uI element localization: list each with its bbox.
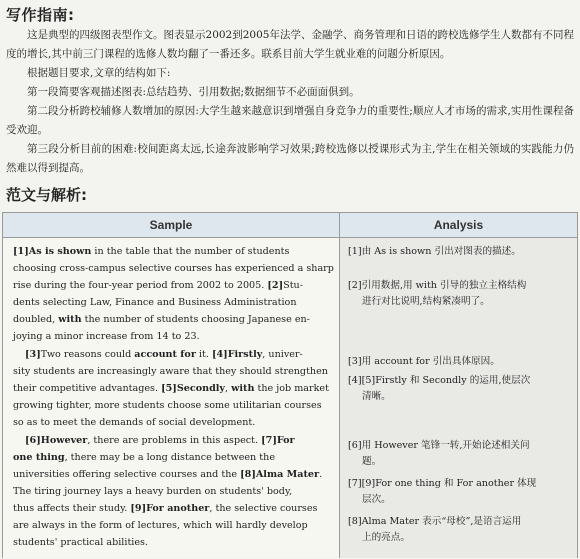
sample-line: students' practical abilities. xyxy=(13,537,149,548)
writing-guide-heading: 写作指南: xyxy=(6,6,75,24)
guide-paragraph-1: 这是典型的四级图表型作文。图表显示2002到2005年法学、金融学、商务管理和日语的跨校选修学生人数都有不同程度的增长,其中前三门课程的选修人数均翻了一番还多。联系目前大学生就业难的问题分析原因。 xyxy=(6,29,574,60)
analysis-item-number: [2] xyxy=(348,280,362,291)
sample-line: their competitive advantages. [5]Secondly, with the job market xyxy=(13,383,329,394)
analysis-item-continuation: 进行对比说明,结构紧凑明了。 xyxy=(362,296,490,307)
sample-column xyxy=(3,238,340,558)
analysis-item-number: [4][5] xyxy=(348,375,376,386)
guide-paragraph-4: 第二段分析跨校辅修人数增加的原因:大学生越来越意识到增强自身竞争力的重要性;顺应人才市场的需求,实用性课程备受欢迎。 xyxy=(6,105,574,136)
analysis-item-text: Firstly 和 Secondly 的运用,使层次 xyxy=(375,375,531,386)
analysis-item xyxy=(348,476,573,508)
analysis-item xyxy=(348,278,573,310)
analysis-item-continuation: 清晰。 xyxy=(362,391,391,402)
analysis-item-text: For one thing 和 For another 体现 xyxy=(375,478,537,489)
sample-line: so as to meet the demands of social development. xyxy=(13,417,256,428)
analysis-item-number: [3] xyxy=(348,356,362,367)
analysis-item-text: Alma Mater 表示“母校”,是语言运用 xyxy=(361,516,522,527)
analysis-item xyxy=(348,373,573,405)
sample-line: joying a minor increase from 14 to 23. xyxy=(13,331,200,342)
sample-analysis-table xyxy=(2,212,578,558)
sample-line: sity students are increasingly aware that they should strengthen xyxy=(13,366,328,377)
analysis-item-number: [8] xyxy=(348,516,362,527)
sample-line: universities offering selective courses and the [8]Alma Mater. xyxy=(13,469,323,480)
sample-line: [3]Two reasons could account for it. [4]Firstly, univer- xyxy=(25,349,303,360)
analysis-item-continuation: 上的亮点。 xyxy=(362,532,410,543)
analysis-item-text: 由 As is shown 引出对图表的描述。 xyxy=(361,246,521,257)
analysis-item xyxy=(348,514,573,546)
sample-line: choosing cross-campus selective courses has experienced a sharp xyxy=(13,263,334,274)
analysis-column xyxy=(340,238,577,558)
analysis-item-number: [1] xyxy=(348,246,362,257)
sample-analysis-heading: 范文与解析: xyxy=(6,186,87,204)
sample-line: [6]However, there are problems in this aspect. [7]For xyxy=(25,435,295,446)
analysis-item-text: 用 However 笔锋一转,开始论述相关问 xyxy=(361,440,530,451)
analysis-item-number: [7][9] xyxy=(348,478,376,489)
analysis-item-text: 引用数据,用 with 引导的独立主格结构 xyxy=(361,280,527,291)
guide-paragraph-5: 第三段分析目前的困难:校间距离太远,长途奔波影响学习效果;跨校选修以授课形式为主,学生在相关领域的实践能力仍然难以得到提高。 xyxy=(6,143,574,174)
analysis-item-continuation: 层次。 xyxy=(362,494,391,505)
sample-line: one thing, there may be a long distance between the xyxy=(13,452,275,463)
analysis-item xyxy=(348,354,573,370)
sample-line: rise during the four-year period from 2002 to 2005. [2]Stu- xyxy=(13,280,303,291)
analysis-item xyxy=(348,244,573,260)
analysis-item-continuation: 题。 xyxy=(362,456,382,467)
analysis-item-text: 用 account for 引出具体原因。 xyxy=(361,356,500,367)
sample-line: growing tighter, more students choose some utilitarian courses xyxy=(13,400,322,411)
sample-line: thus affects their study. [9]For another, the selective courses xyxy=(13,503,318,514)
sample-column-header: Sample xyxy=(3,213,340,237)
guide-paragraph-2: 根据题目要求,文章的结构如下: xyxy=(27,67,171,79)
analysis-item-number: [6] xyxy=(348,440,362,451)
guide-paragraph-3: 第一段简要客观描述图表:总结趋势、引用数据;数据细节不必面面俱到。 xyxy=(27,86,360,98)
sample-line: dents selecting Law, Finance and Business Administration xyxy=(13,297,297,308)
sample-line: are always in the form of lectures, which will hardly develop xyxy=(13,520,308,531)
sample-line: [1]As is shown in the table that the number of students xyxy=(13,246,290,257)
sample-line: The tiring journey lays a heavy burden on students' body, xyxy=(13,486,293,497)
analysis-item xyxy=(348,438,573,470)
sample-line: doubled, with the number of students choosing Japanese en- xyxy=(13,314,310,325)
table-header-row xyxy=(3,213,577,238)
analysis-column-header: Analysis xyxy=(340,213,577,237)
